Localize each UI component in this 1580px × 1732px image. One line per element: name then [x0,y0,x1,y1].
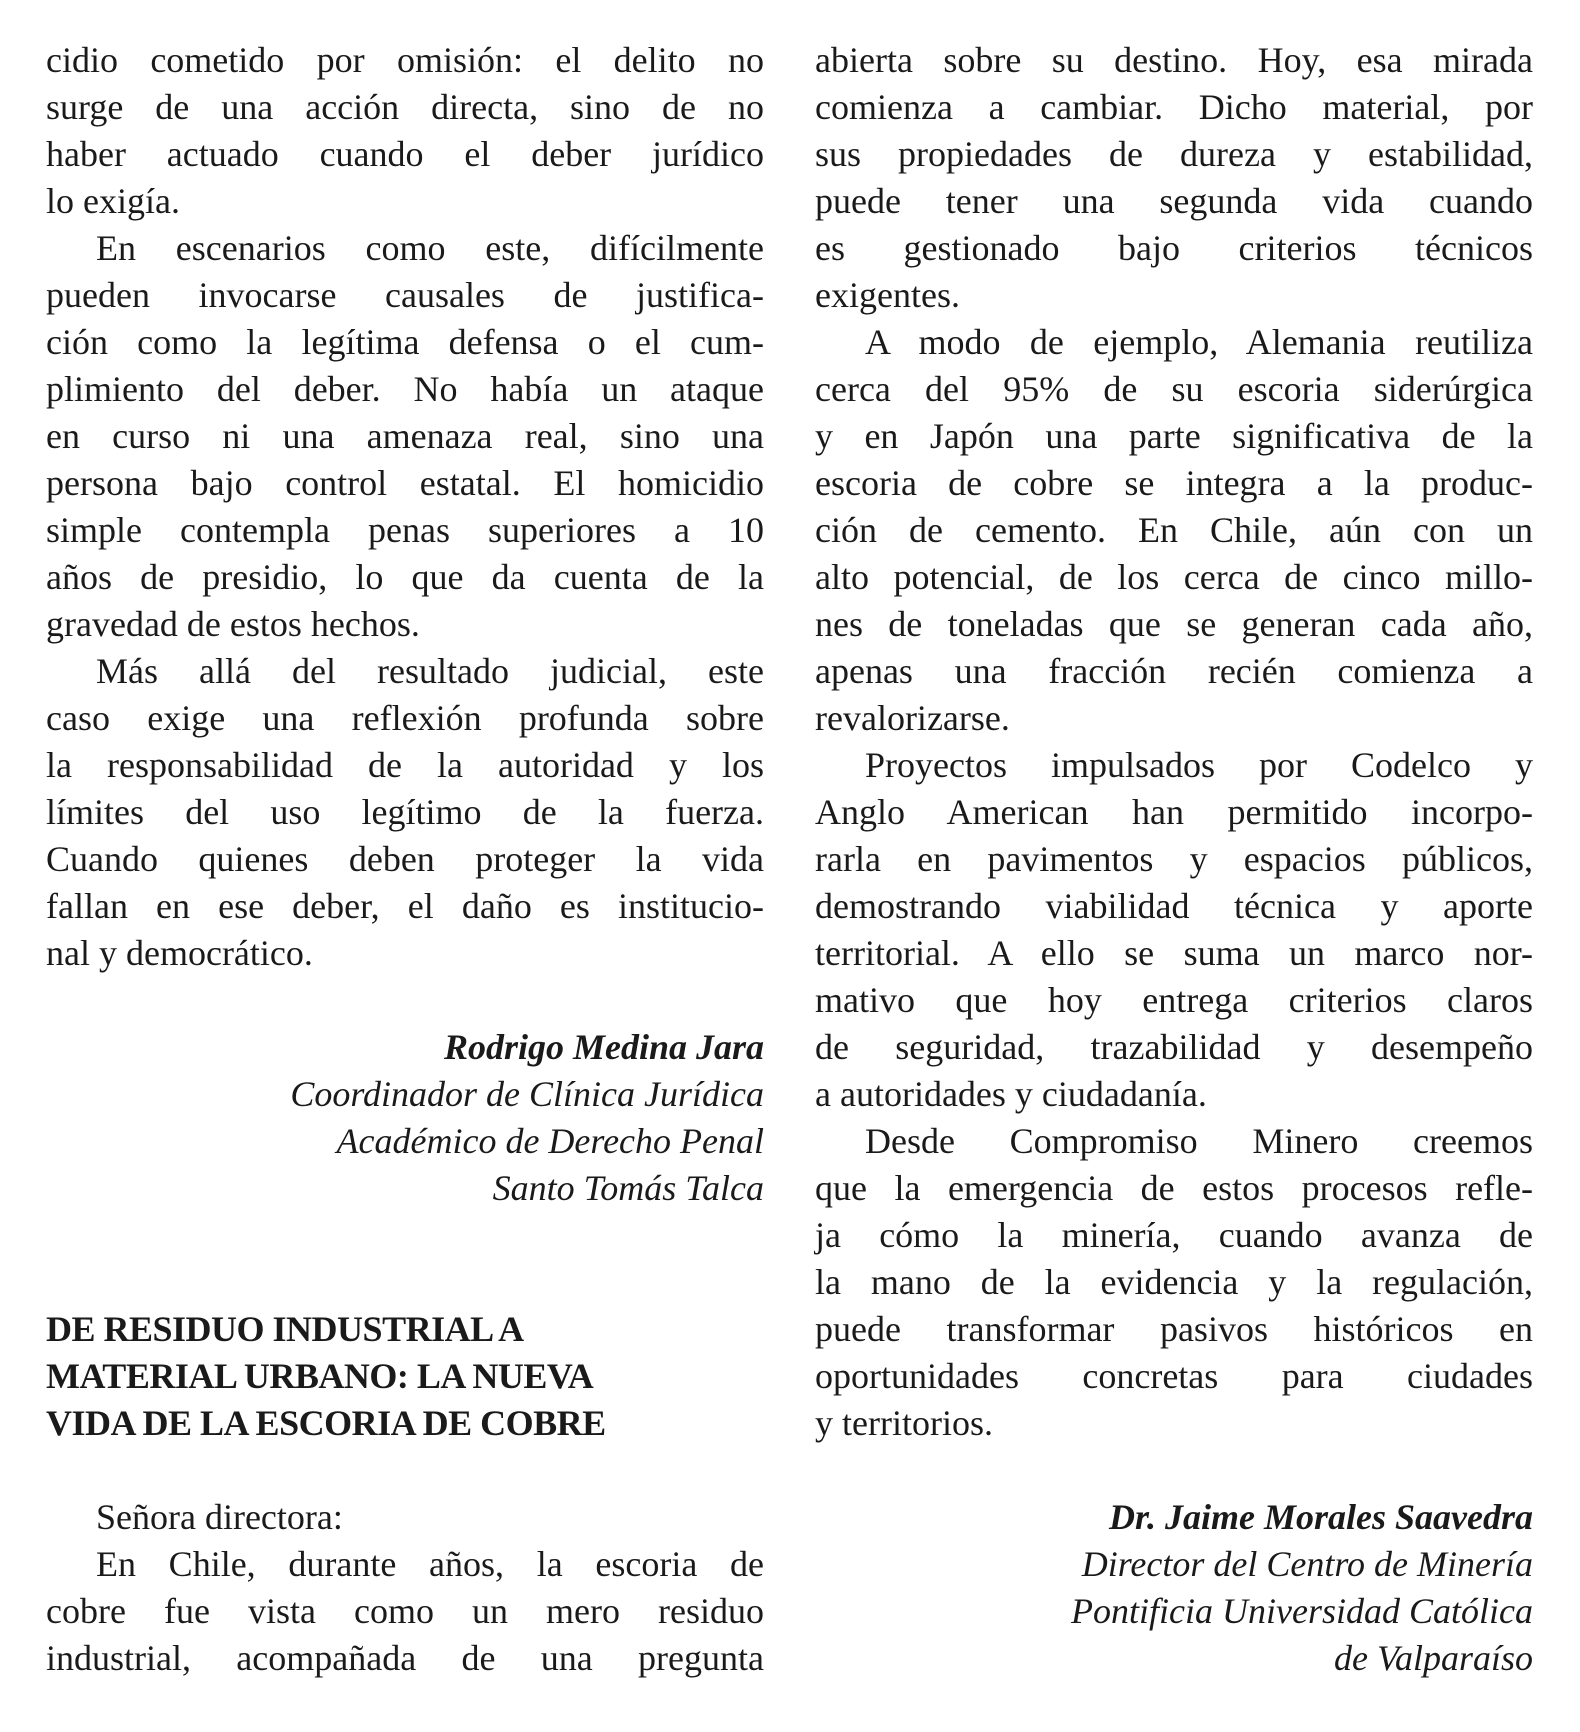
paragraph-line: oportunidades concretas para ciudades [815,1356,1533,1396]
paragraph-line: rarla en pavimentos y espacios públicos, [815,839,1533,879]
paragraph-line: pueden invocarse causales de justifica- [46,275,764,315]
paragraph-line: puede tener una segunda vida cuando [815,181,1533,221]
paragraph-line: la mano de la evidencia y la regulación, [815,1262,1533,1302]
spacer [46,1447,764,1494]
paragraph-line: y en Japón una parte significativa de la [815,416,1533,456]
paragraph-line: territorial. A ello se suma un marco nor- [815,933,1533,973]
paragraph-line: a autoridades y ciudadanía. [815,1074,1207,1114]
left-column [46,37,764,1682]
paragraph-line: En Chile, durante años, la escoria de [96,1544,764,1584]
paragraph-line: caso exige una reflexión profunda sobre [46,698,764,738]
article-heading: DE RESIDUO INDUSTRIAL A [46,1309,524,1349]
paragraph-line: simple contempla penas superiores a 10 [46,510,764,550]
signature-role: Pontificia Universidad Católica [1071,1591,1533,1631]
paragraph-line: mativo que hoy entrega criterios claros [815,980,1533,1020]
paragraph-line: cerca del 95% de su escoria siderúrgica [815,369,1533,409]
paragraph-line: nes de toneladas que se generan cada año, [815,604,1533,644]
signature-role: Director del Centro de Minería [1081,1544,1533,1584]
signature-role: Coordinador de Clínica Jurídica [290,1074,764,1114]
paragraph-line: Más allá del resultado judicial, este [96,651,764,691]
paragraph-line: cidio cometido por omisión: el delito no [46,40,764,80]
paragraph-line: ja cómo la minería, cuando avanza de [815,1215,1533,1255]
spacer [46,977,764,1024]
paragraph-line: En escenarios como este, difícilmente [96,228,764,268]
paragraph-line: demostrando viabilidad técnica y aporte [815,886,1533,926]
signature-role: de Valparaíso [1333,1638,1533,1678]
article-heading: VIDA DE LA ESCORIA DE COBRE [46,1403,606,1443]
paragraph-line: Desde Compromiso Minero creemos [865,1121,1533,1161]
paragraph-line: puede transformar pasivos históricos en [815,1309,1533,1349]
paragraph-line: y territorios. [815,1403,993,1443]
spacer [46,1212,764,1259]
paragraph-line: Proyectos impulsados por Codelco y [865,745,1533,785]
paragraph-line: apenas una fracción recién comienza a [815,651,1533,691]
paragraph-line: plimiento del deber. No había un ataque [46,369,764,409]
paragraph-line: fallan en ese deber, el daño es institucio- [46,886,764,926]
paragraph-line: ción de cemento. En Chile, aún con un [815,510,1533,550]
signature-name: Rodrigo Medina Jara [443,1027,764,1067]
signature-role: Santo Tomás Talca [492,1168,764,1208]
paragraph-line: límites del uso legítimo de la fuerza. [46,792,764,832]
spacer [815,1447,1533,1494]
paragraph-line: industrial, acompañada de una pregunta [46,1638,764,1678]
paragraph-line: revalorizarse. [815,698,1010,738]
paragraph-line: gravedad de estos hechos. [46,604,420,644]
paragraph-line: sus propiedades de dureza y estabilidad, [815,134,1533,174]
paragraph-line: comienza a cambiar. Dicho material, por [815,87,1533,127]
paragraph-line: la responsabilidad de la autoridad y los [46,745,764,785]
paragraph-line: Señora directora: [96,1497,343,1537]
paragraph-line: nal y democrático. [46,933,313,973]
paragraph-line: alto potencial, de los cerca de cinco millo- [815,557,1533,597]
paragraph-line: que la emergencia de estos procesos refle- [815,1168,1533,1208]
paragraph-line: exigentes. [815,275,960,315]
paragraph-line: de seguridad, trazabilidad y desempeño [815,1027,1533,1067]
paragraph-line: surge de una acción directa, sino de no [46,87,764,127]
paragraph-line: en curso ni una amenaza real, sino una [46,416,764,456]
paragraph-line: escoria de cobre se integra a la produc- [815,463,1533,503]
paragraph-line: haber actuado cuando el deber jurídico [46,134,764,174]
paragraph-line: cobre fue vista como un mero residuo [46,1591,764,1631]
signature-role: Académico de Derecho Penal [336,1121,764,1161]
paragraph-line: es gestionado bajo criterios técnicos [815,228,1533,268]
article-heading: MATERIAL URBANO: LA NUEVA [46,1356,594,1396]
paragraph-line: ción como la legítima defensa o el cum- [46,322,764,362]
paragraph-line: lo exigía. [46,181,180,221]
paragraph-line: A modo de ejemplo, Alemania reutiliza [865,322,1533,362]
paragraph-line: años de presidio, lo que da cuenta de la [46,557,764,597]
paragraph-line: Anglo American han permitido incorpo- [815,792,1533,832]
paragraph-line: abierta sobre su destino. Hoy, esa mirada [815,40,1533,80]
right-column [815,37,1533,1682]
signature-name: Dr. Jaime Morales Saavedra [1108,1497,1533,1537]
spacer [46,1259,764,1306]
paragraph-line: Cuando quienes deben proteger la vida [46,839,764,879]
paragraph-line: persona bajo control estatal. El homicidio [46,463,764,503]
